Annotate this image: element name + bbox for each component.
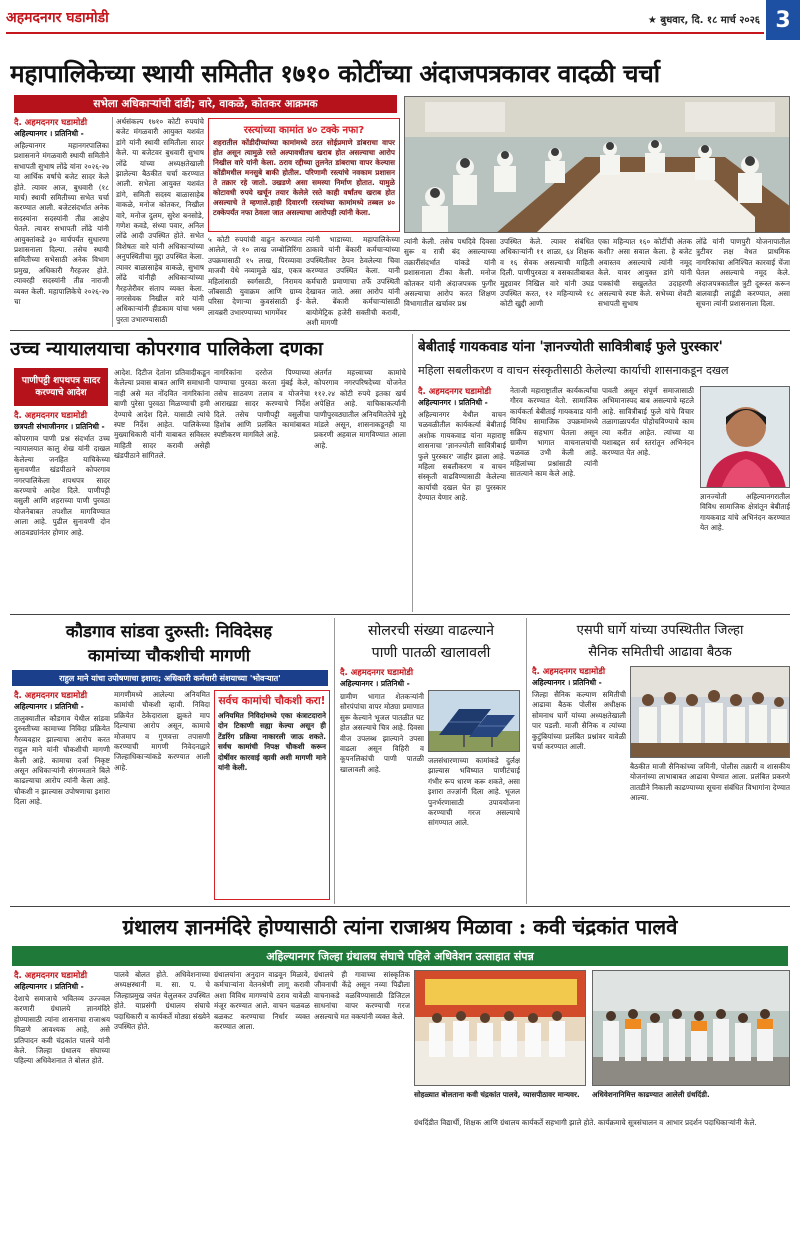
page-number-badge: 3	[766, 0, 800, 40]
library-col-5: ग्रंथदिंडीत विद्यार्थी, शिक्षक आणि ग्रंथालय कार्यकर्ते सहभागी झाले होते. कार्यक्रमाचे सूत्रसंचालन व आभार प्रदर्शन पदाधिकाऱ्यांनी केले.	[414, 1118, 757, 1127]
library-col-1: दै. अहमदनगर घडामोडी अहिल्यानगर । प्रतिनिधी - देशाचे समाजाचे भवितव्य उज्ज्वल करणारी ग्रंथालये ज्ञानमंदिरे होण्यासाठी त्यांना शासनाचा राजाश्रय मिळणे आवश्यक आहे, असे प्रतिपादन कवी चंद्रकांत पालवे यांनी केले. जिल्हा ग्रंथालय संघाच्या पहिल्या अधिवेशनात ते बोलत होते.	[14, 971, 110, 1066]
section-divider-1	[10, 330, 790, 331]
library-stage-photo	[414, 970, 586, 1086]
solar-col-1: ग्रामीण भागात शेतकऱ्यांनी सौरपंपांचा वापर मोठ्या प्रमाणात सुरू केल्याने भूजल पातळीत घट होत असल्याचे चित्र आहे. दिवसा वीज उपलब्ध झाल्याने उपसा वाढला असून विहिरी व कूपनलिकांची पाणी पातळी खालावली आहे.	[340, 692, 424, 774]
library-dindi-photo	[592, 970, 790, 1086]
masthead	[0, 0, 800, 50]
sainik-headline-line1: एसपी घार्गे यांच्या उपस्थितीत जिल्हा	[576, 623, 744, 638]
award-col-3: पावती असून संपूर्ण समाजासाठी अभिमानास्पद बाब असल्याचे म्हटले आहे. सावित्रीबाई फुले यांचे विचार तळागाळापर्यंत पोहोचविण्याचे काम त्या करीत आहेत. त्यांच्या या यशाबद्दल सर्व स्तरांतून अभिनंदन करण्यात येत आहे.	[602, 386, 694, 458]
library-caption-2: अधिवेशनानिमित्त काढण्यात आलेली ग्रंथदिंडी.	[592, 1090, 710, 1099]
kaudgaon-box-body: अनियमित निविदांमध्ये एका कंत्राटदाराने दोन टिकाणी सह्या केल्या असून ही टेंडरिंग प्रक्रिया नाकारली जाऊ शकते. सर्वच कामांची निपक्ष चौकशी करून दोषींवर कारवाई व्हावी अशी मागणी माने यांनी केली.	[218, 711, 326, 773]
lead-col-divider	[112, 117, 113, 327]
lead-col-5: त्यांनी केली. तसेच पथदिवे दिवसा सुरू व रात्री बंद असल्याच्या तक्रारींसंदर्भात यांकडे यांनी प्रशासनाला टीका केली. मनोज कोतकर यांनी अंदाजपत्रक फुगीर असल्याचा आरोप करत शिक्षण विभागातील खर्चावर प्रश्न	[404, 237, 496, 309]
library-procession-illustration	[593, 971, 790, 1086]
sainik-headline-line2: सैनिक समितीची आढावा बैठक	[588, 645, 732, 660]
section-divider-3	[10, 906, 790, 907]
sainik-meeting-photo	[630, 666, 790, 758]
library-stage-illustration	[415, 971, 586, 1086]
library-col-2: पालवे बोलत होते. अधिवेशनाच्या अध्यक्षस्थानी म. सा. प. चे जिल्हाप्रमुख जयंत येलुलकर उपस्थित होते. याप्रसंगी ग्रंथालय संघाचे पदाधिकारी व कार्यकर्ते मोठ्या संख्येने उपस्थित होते.	[114, 970, 210, 1032]
solar-col-2: जलसंधारणाच्या कामांकडे दुर्लक्ष झाल्यास भविष्यात पाणीटंचाई गंभीर रूप धारण करू शकते, असा इशारा तज्ज्ञांनी दिला आहे. भूजल पुनर्भरणासाठी उपाययोजना करण्याची गरज असल्याचे सांगण्यात आले.	[428, 756, 520, 828]
lead-col-4: त्यांनी भाडाच्या. महापालिकेच्या ठाकावे यांनी बेंकारी कर्मचाऱ्यांच्या उपस्थितीवर ठेपन ठेवलेल्या चिवा करण्यात उपस्थित केला. यानी कर्मचारी प्रमाणाचा तर्फे उपस्थिती देखावत जाते. असा आरोप यांनी केले. बेंकारी कर्मचाऱ्यांसाठी बायोमेट्रिक हजेरी सक्तीची करावी, अशी मागणी	[306, 235, 400, 327]
lead-box-title: रस्त्यांच्या कामांत ४० टक्के नफा?	[243, 125, 365, 136]
lead-col-7: एका महिन्यात १६० कोटींची अंतक कशी? असा सवाल केला. हे बजेट अवास्तव असल्याचे त्यांनी नमूद केले. यावर आयुक्त डांगे यांनी पत्रकांची सखुलतेत उदाहरणी असल्याचे स्पष्ट केले. सभेच्या शेवटी सभापती सुभाष	[598, 237, 692, 309]
lead-meeting-photo	[404, 96, 790, 233]
kopargaon-col-2: आदेश. दिटीज देतांना प्रतिवादीकडून केलेल्या प्रवास बाबत आणि समाधानी नाही असे मत नोंदवित नागरिकांना बाणी पुरेसा पुरवठा मिळण्याची हमी देण्याचे आदेश दिले. यासाठी त्यांचे स्पष्ट निर्देश आहेत. पालिकेच्या मुख्याधिकारी यांनी याबाबत सविस्तर माहिती सादर करावी असेही खंडपीठाने सांगितले.	[114, 368, 210, 461]
kopargaon-award-divider	[412, 334, 413, 612]
award-subhead: महिला सबलीकरण व वाचन संस्कृतीसाठी केलेल्या कार्याची शासनाकडून दखल	[418, 364, 729, 377]
award-col-1: दै. अहमदनगर घडामोडी अहिल्यानगर । प्रतिनिधी - अहिल्यानगर येथील वाचन चळवळीतील कार्यकर्त्या बेबीताई अशोक गायकवाड यांना महाराष्ट्र शासनाचा 'ज्ञानज्योती सावित्रीबाई फुले पुरस्कार' जाहीर झाला आहे. महिला सबलीकरण व वाचन संस्कृती वाढविण्यासाठी केलेल्या कार्याची दखल घेत हा पुरस्कार देण्यात येणार आहे.	[418, 387, 506, 503]
kaudgaon-headline-line2: कामांच्या चौकशीची मागणी	[87, 645, 251, 665]
solar-headline-line1: सोलरची संख्या वाढल्याने	[368, 623, 494, 639]
kaudgaon-subhead-bar: राहुल माने यांचा उपोषणाचा इशारा; अधिकारी कर्मचारी संशयाच्या 'भोवऱ्यात'	[12, 670, 328, 686]
masthead-rule	[6, 32, 764, 34]
lead-col-8: लोंढे यांनी पाणपुरी योजनापातील त्रुटीवर लक्ष वेधत प्राथमिक नागरिकांचा अनिश्चित कारवाई चेंजा घेतल असल्याचे नमूद केले. अंदाजपत्रकातील त्रुटी दूरूस्त करून बालवाड़ी लाडूंडी करण्यात, असा सूचना त्यांनी प्रशासनाला दिला.	[696, 237, 790, 309]
kaudgaon-highlight-box	[214, 690, 330, 900]
kaudgaon-col-1: दै. अहमदनगर घडामोडी अहिल्यानगर । प्रतिनिधी - तालुक्यातील कौडगाव येथील सांडवा दुरुस्तीच्या कामाच्या निविदा प्रक्रियेत गैरव्यवहार झाल्याचा आरोप करत राहुल माने यांनी चौकशीची मागणी केली आहे. कामाचा दर्जा निकृष्ट असून अधिकाऱ्यांनी संगनमताने बिले काढल्याचा आरोप त्यांनी केला आहे. चौकशी न झाल्यास उपोषणाचा इशारा दिला आहे.	[14, 691, 110, 807]
lead-col-1: दै. अहमदनगर घडामोडी अहिल्यानगर । प्रतिनिधी - अहिल्यानगर महानगरपालिका प्रशासनाने मंगळवारी स्थायी समितीने सभापती सुभाष लोंढे यांना २०२६-२७ या आर्थिक वर्षाचे बजेट सादर केले होते. त्यावर आज, बुधवारी (१८ मार्च) स्थायी समितीच्या सभेत चर्चा करण्यात आली. बजेटसंदर्भात अनेक सदस्यांना सदस्यांनी तीव्र आक्षेप घेतले. त्यावर सभापती लोंढे यांनी आयुक्तांकडे ३० मार्चपर्यंत सुधारणा प्रशासनाला दिल्या. तसेच स्थायी समितीच्या सभेसाठी अनेक विभाग प्रमुख, अधिकारी गैरहजर होते. त्यावरही सदस्यांनी तीव्र नाराजी व्यक्त केली. महापालिकेचे २०२६-२७ चा	[14, 118, 109, 307]
library-col-4: ग्रंथालये ही गावाच्या सांस्कृतिक जीवनाची केंद्रे असून नव्या पिढीला वाचनाकडे वळविण्यासाठी डिजिटल साधनांचा वापर करण्याची गरज असल्याचे मत वक्त्यांनी व्यक्त केले.	[314, 970, 410, 1021]
masthead-logo-text: अहमदनगर घडामोडी	[6, 9, 109, 26]
meeting-photo-illustration	[405, 97, 790, 233]
solar-panel-photo	[428, 690, 520, 752]
kopargaon-red-box: पाणीपट्टी शपथपत्र सादर करण्याचे आदेश	[14, 368, 108, 406]
kopargaon-col-1: दै. अहमदनगर घडामोडी छत्रपती संभाजीनगर । प्रतिनिधी - कोपरगाव पाणी प्रश्न संदर्भात उच्च न्यायालयात कालु शेख यांनी दाखल केलेल्या जनहित याचिकेच्या सुनावणीत खंडपीठाने कोपरगाव नगरपालिकेला शपथपत्र सादर करण्याचे आदेश दिले. पाणीपट्टी वसुली आणि शहराच्या पाणी पुरवठा योजनेबाबत तपशील मागविण्यात आला आहे. पुढील सुनावणी दोन आठवड्यांनंतर होणार आहे.	[14, 411, 110, 537]
section-divider-2	[10, 614, 790, 615]
lead-col-6: उपस्थित केले. त्यावर संबंधित अधिकाऱ्यांनी ११ शाळा, ६४ शिक्षक व १६ सेवक असल्याची माहिती दिली. पाणीपुरवठा व वसकातीबाबत मुद्द्यावर निखिल वारे यांनी उघड उपस्थित करत, १२ महिन्याच्ये १८ कोटी खुद्दी आणी	[500, 237, 594, 309]
award-headline: बेबीताई गायकवाड यांना 'ज्ञानज्योती सावित्रीबाई फुले पुरस्कार'	[418, 339, 723, 355]
award-photo-caption: ज्ञानज्योती अहिल्यानगरातील विविध सामाजिक क्षेत्रांतून बेबीताई गायकवाड यांचे अभिनंदन करण्यात येत आहे.	[700, 492, 790, 533]
lead-box-body: शहरातील कोंडीदीच्यांच्या कामांमध्ये ठरत सोईप्रमाणे डांबराचा वापर होत असून त्यामुळे रस्ते अल्पावधीतच खराब होत असल्याचा आरोप निखील वारे यांनी केला. ठराव रद्दीच्या तुलनेत डांबराचा वापर केल्यास कोंडीमधील मनसुबे बाकी होतील. परिणामी रस्त्यांचे नवकाम प्रशासन ते तक्रार रहे जातो. उखडणे असा समस्या निर्माण होतात. यामुळे कोटावधी रुपये खर्चून तयार केलेले रस्ते काही वर्षांतच खराब होत असल्याचे ते म्हणाले.हाही दिवारणी रस्त्यांच्या कामांमध्ये तब्बल ४० टक्केपर्यंत नफा ठेवला जात असल्याचा आरोपही त्यांनी केला.	[213, 138, 395, 217]
kaudgaon-col-2: मागणीमध्ये आलेल्या अनियमित कामांची चौकशी व्हावी. निविदा प्रक्रियेत ठेकेदाराला झुकते माप दिल्याचा आरोप असून, कामाचे मोजमाप व गुणवत्ता तपासणी करण्याची मागणी निवेदनाद्वारे जिल्हाधिकाऱ्यांकडे करण्यात आली आहे.	[114, 690, 210, 772]
lead-headline: महापालिकेच्या स्थायी समितीत १७१० कोटींच्या अंदाजपत्रकावर वादळी चर्चा	[10, 59, 660, 88]
sainik-photo-illustration	[631, 667, 790, 758]
lead-highlight-box	[208, 118, 400, 232]
sainik-col-2: बैठकीत माजी सैनिकांच्या जमिनी, पोलीस तक्रारी व शासकीय योजनांच्या लाभाबाबत आढावा घेण्यात आला. प्रलंबित प्रकरणे तातडीने निकाली काढण्याच्या सूचना संबंधित विभागांना देण्यात आल्या.	[630, 762, 790, 803]
portrait-illustration	[701, 387, 790, 488]
library-caption-1: सोहळ्यात बोलताना कवी चंद्रकांत पालवे, व्यासपीठावर मान्यवर.	[414, 1090, 580, 1099]
solar-sainik-divider	[526, 618, 527, 904]
library-col-3: ग्रंथालयांना अनुदान वाढवून मिळावे, कर्मचाऱ्यांना वेतनश्रेणी लागू करावी अशा विविध मागण्यांचे ठराव यावेळी मंजूर करण्यात आले. वाचन चळवळ बळकट करण्याचा निर्धार व्यक्त करण्यात आला.	[214, 970, 310, 1032]
award-portrait-photo	[700, 386, 790, 488]
award-col-2: नेताजी महाराष्ट्रातील कार्यकर्त्यांचा गौरव करण्यात येतो. सामाजिक कार्यकर्ता बेबीताई गायकवाड यांनी विविध सामाजिक उपक्रमांमध्ये सक्रिय सहभाग घेतला असून ग्रामीण भागात वाचनालयांची चळवळ उभी केली आहे. महिलांच्या प्रश्नांसाठी त्यांनी सातत्याने काम केले आहे.	[510, 386, 598, 479]
kaudgaon-solar-divider	[334, 618, 335, 904]
solar-headline-line2: पाणी पातळी खालावली	[371, 645, 491, 661]
library-headline: ग्रंथालय ज्ञानमंदिरे होण्यासाठी त्यांना राजाश्रय मिळावा : कवी चंद्रकांत पालवे	[122, 915, 678, 939]
kaudgaon-headline-line1: कौडगाव सांडवा दुरुस्ती: निविदेसह	[65, 621, 273, 641]
solar-byline-block: दै. अहमदनगर घडामोडी अहिल्यानगर । प्रतिनिधी -	[340, 668, 414, 688]
lead-subhead-bar: सभेला अधिकाऱ्यांची दांडी; वारे, वाकळे, कोतकर आक्रमक	[14, 95, 397, 113]
kopargaon-headline: उच्च न्यायालयाचा कोपरगाव पालिकेला दणका	[10, 338, 323, 360]
sainik-col-1: दै. अहमदनगर घडामोडी अहिल्यानगर । प्रतिनिधी - जिल्हा सैनिक कल्याण समितीची आढावा बैठक पोलीस अधीक्षक सोमनाथ घार्गे यांच्या अध्यक्षतेखाली पार पडली. माजी सैनिक व त्यांच्या कुटुंबियांच्या प्रलंबित प्रश्नांवर यावेळी चर्चा करण्यात आली.	[532, 667, 626, 752]
solar-panel-illustration	[429, 691, 520, 752]
lead-col-3: ५ कोटी रुपयांची वाढुन करण्यात आलेले, जे १० लाख जम्बोलिरिंगा उपक्रमासाठी १५ लाख, पिरव्यावा माजवी येथे नव्यामुळे खंड, एकत्र महिलांसाठी स्वर्गसाठी, निरामय जॉबसाठी युवाक्रम आणि ग्राम्य परिसा देणाऱ्या कुवसंसाठी ई-लायब्ररी उभारण्याच्या भागमेंवर	[208, 235, 302, 317]
library-subhead-bar: अहिल्यानगर जिल्हा ग्रंथालय संघाचे पहिले अधिवेशन उत्साहात संपन्न	[12, 946, 788, 966]
kopargaon-col-3: नागरिकांना दररोज पिण्याच्या पाण्याचा पुरवठा करता मुंबई केले, तसेच साठवण तलाव व योजनेचा आराखडा सादर करण्याचे निर्देश दिले. तसेच पाणीपट्टी वसुलीचा हिशोब आणि प्रलंबित कामांबाबत स्पष्टीकरण मागविले आहे.	[214, 368, 310, 440]
masthead-date: ★ बुधवार, दि. १८ मार्च २०२६	[647, 15, 760, 26]
masthead-logo	[6, 6, 176, 28]
kopargaon-col-4: अंतर्गत महत्त्वाच्या कामांचे कोपरगाव नगरपरिषदेच्या योजनेत ११२.२४ कोटी रुपये इतका खर्च अपेक्षित आहे. याचिकाकर्त्यांनी पाणीपुरवठ्यातील अनियमिततेचे मुद्दे मांडले असून, शासनाकडूनही या प्रकरणी अहवाल मागविण्यात आला आहे.	[314, 368, 406, 450]
lead-col-2: अर्थसंकल्प १७१० कोटी रुपयांचे बजेट मंगळवारी आयुक्त यशवंत डांगे यांनी स्थायी समितीला सादर केले. या बजेटवर बुधवारी सुभाष लोंढे यांच्या अध्यक्षतेखाली झालेल्या बैठकीत चर्चा करण्यात आली. सभेला आयुक्त यशवंत डांगे, समिती सदस्य बाळासाहेब वाकळे, मनोज कोतकर, निखील वारे, मनोज दुलम, सुरेश बनसोडे, गणेश कवडे, संध्या पवार, अनिल लोंढे आदी उपस्थित होते. सभेत विशेषतः वारे यांनी अधिकाऱ्यांच्या अनुपस्थितीचा मुद्दा उपस्थित केला. त्यावर बाळासाहेब वाकळे, सुभाष लोंढे यांनीही अधिकाऱ्यांच्या गैरहजेरीवर संताप व्यक्त केला. नगरसेवक निखील वारे यांनी अधिकाऱ्यांनी हीडकाम यांचा भस्म पुरता उभारण्यासाठी	[116, 117, 204, 324]
kaudgaon-box-title: सर्वच कामांची चौकशी करा!	[218, 695, 326, 707]
